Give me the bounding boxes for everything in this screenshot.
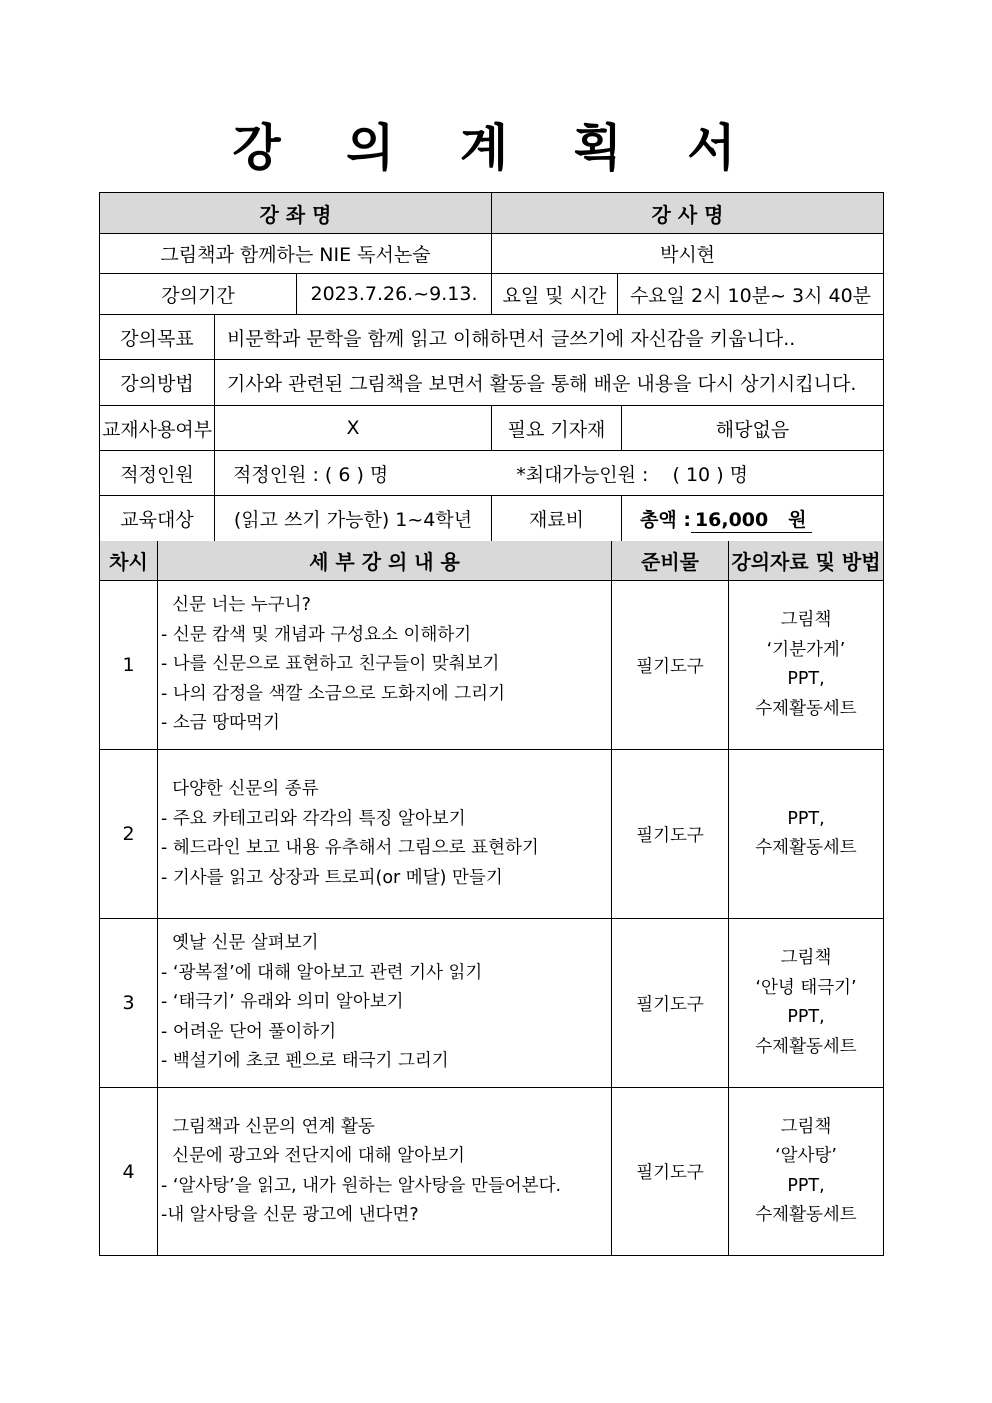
instructor-name: 박시현 [492,234,884,274]
fee-label: 재료비 [492,496,622,542]
material-line: 그림책 [780,610,832,630]
period-label: 강의기간 [100,274,297,315]
session-header: 차시 [100,541,158,581]
capacity-cell [215,451,884,496]
content-line: 그림책과 신문의 연계 활동 [161,1116,375,1137]
time-value: 수요일 2시 10분~ 3시 40분 [618,274,884,315]
capacity-label: 적정인원 [100,451,215,496]
session-prep: 필기도구 [612,750,729,919]
material-line: 수제활동세트 [755,1205,857,1225]
method-value: 기사와 관련된 그림책을 보면서 활동을 통해 배운 내용을 다시 상기시킵니다. [215,360,884,406]
max-capacity-value: *최대가능인원 : ( 10 ) 명 [516,463,748,486]
page-title: 강 의 계 획 서 [232,119,760,177]
content-line: -내 알사탕을 신문 광고에 낸다면? [161,1205,419,1225]
session-number: 4 [100,1088,158,1256]
info-table [99,192,884,542]
material-line: 수제활동세트 [755,698,857,719]
content-line: - ‘태극기’ 유래와 의미 알아보기 [161,992,404,1013]
materials-header: 강의자료 및 방법 [729,541,884,581]
content-line: - 기사를 읽고 상장과 트로피(or 메달) 만들기 [161,867,503,888]
equipment-label: 필요 기자재 [492,406,622,451]
content-line: 다양한 신문의 종류 [161,779,319,799]
method-label: 강의방법 [100,360,215,406]
time-label: 요일 및 시간 [492,274,618,315]
session-content [158,1088,612,1256]
textbook-label: 교재사용여부 [100,406,215,451]
content-line: - ‘광복절’에 대해 알아보고 관련 기사 읽기 [161,962,483,983]
session-prep: 필기도구 [612,581,729,750]
textbook-value: X [215,406,492,451]
material-line: ‘알사탕’ [775,1146,837,1166]
material-line: ‘기분가게’ [766,639,846,660]
session-number: 3 [100,919,158,1088]
session-materials [729,1088,884,1256]
session-content [158,919,612,1088]
material-line: 그림책 [780,1116,832,1137]
content-line: - 주요 카테고리와 각각의 특징 알아보기 [161,808,466,829]
prep-header: 준비물 [612,541,729,581]
period-value: 2023.7.26.~9.13. [297,274,492,315]
material-line: 수제활동세트 [755,838,857,858]
material-line: 그림책 [780,948,832,968]
session-content [158,581,612,750]
content-line: 신문에 광고와 전단지에 대해 알아보기 [161,1146,465,1166]
material-line: ‘안녕 태극기’ [755,977,857,998]
session-number: 1 [100,581,158,750]
material-line: PPT, [787,808,825,829]
content-line: - 신문 캄색 및 개념과 구성요소 이해하기 [161,624,472,645]
fee-amount: 16,000 원 [691,505,813,533]
content-line: - ‘알사탕’을 읽고, 내가 원하는 알사탕을 만들어본다. [161,1175,562,1196]
instructor-name-header: 강 사 명 [492,193,884,234]
session-prep: 필기도구 [612,1088,729,1256]
content-line: - 백설기에 초코 펜으로 태극기 그리기 [161,1051,449,1072]
material-line: PPT, [787,1007,825,1027]
goal-value: 비문학과 문학을 함께 읽고 이해하면서 글쓰기에 자신감을 키웁니다.. [215,315,884,360]
content-line: - 나를 신문으로 표현하고 친구들이 맞춰보기 [161,654,500,675]
content-line: - 나의 감정을 색깔 소금으로 도화지에 그리기 [161,683,505,704]
material-line: PPT, [787,1175,825,1196]
schedule-table [99,541,884,1256]
equipment-value: 해당없음 [622,406,884,451]
content-line: 신문 너는 누구니? [161,595,311,616]
content-header: 세 부 강 의 내 용 [158,541,612,581]
session-materials [729,750,884,919]
session-prep: 필기도구 [612,919,729,1088]
fee-prefix: 총액 : [640,509,691,531]
content-line: - 어려운 단어 풀이하기 [161,1021,337,1042]
course-name: 그림책과 함께하는 NIE 독서논술 [100,234,492,274]
fee-cell [622,496,884,542]
material-line: PPT, [787,669,825,689]
capacity-value: 적정인원 : ( 6 ) 명 [233,463,389,486]
material-line: 수제활동세트 [755,1036,857,1057]
content-line: - 헤드라인 보고 내용 유추해서 그림으로 표현하기 [161,838,539,858]
target-value: (읽고 쓰기 가능한) 1~4학년 [215,496,492,542]
session-content [158,750,612,919]
content-line: - 소금 땅따먹기 [161,713,280,734]
session-materials [729,919,884,1088]
session-number: 2 [100,750,158,919]
session-materials [729,581,884,750]
target-label: 교육대상 [100,496,215,542]
course-name-header: 강 좌 명 [100,193,492,234]
goal-label: 강의목표 [100,315,215,360]
content-line: 옛날 신문 살펴보기 [161,933,319,954]
